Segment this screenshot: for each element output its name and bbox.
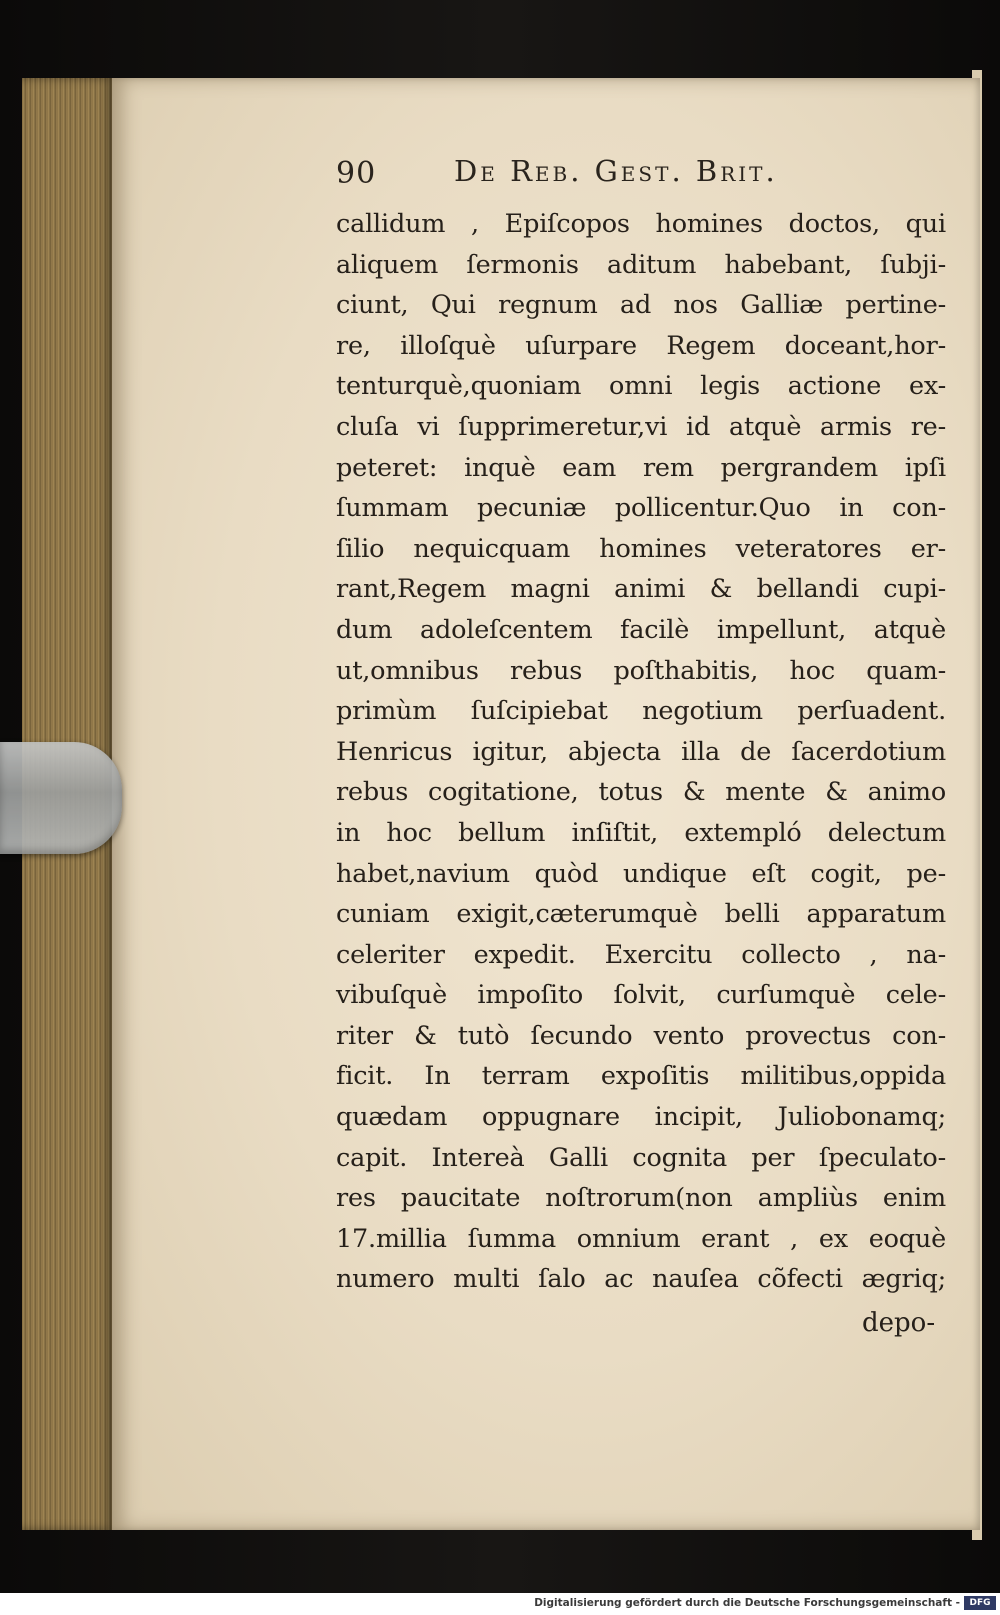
text-line: cluſa vi ſupprimeretur,vi id atquè armis re- xyxy=(336,411,946,442)
text-line: dum adoleſcentem facilè impellunt, atquè xyxy=(336,614,946,645)
text-line: numero multi ſalo ac nauſea cõfecti ægriq; xyxy=(336,1264,946,1295)
text-line: ſilio nequicquam homines veteratores er- xyxy=(336,533,946,564)
text-line: ciunt, Qui regnum ad nos Galliæ pertine- xyxy=(336,290,946,321)
text-line: capit. Intereà Galli cognita per ſpeculato- xyxy=(336,1142,946,1173)
text-line: callidum , Epiſcopos homines doctos, qui xyxy=(336,209,946,239)
text-line: vibuſquè impoſito ſolvit, curſumquè cele- xyxy=(336,980,946,1011)
text-line: cuniam exigit,cæterumquè belli apparatum xyxy=(336,899,946,930)
catchword: depo- xyxy=(862,1308,936,1338)
text-line: aliquem ſermonis aditum habebant, ſubji- xyxy=(336,249,946,280)
text-line: tenturquè,quoniam omni legis actione ex- xyxy=(336,371,946,402)
text-line: quædam oppugnare incipit, Juliobonamq; xyxy=(336,1102,946,1133)
text-line: primùm ſuſcipiebat negotium perſuadent. xyxy=(336,696,946,727)
text-line: ut,omnibus rebus poſthabitis, hoc quam- xyxy=(336,655,946,686)
text-line: rebus cogitatione, totus & mente & animo xyxy=(336,777,946,808)
running-head: De Reb. Gest. Brit. xyxy=(454,154,778,188)
dfg-logo: DFG xyxy=(964,1596,996,1610)
text-line: celeriter expedit. Exercitu collecto , na- xyxy=(336,939,946,970)
text-line: 17.millia ſumma omnium erant , ex eoquè xyxy=(336,1223,946,1254)
text-line: habet,navium quòd undique eſt cogit, pe- xyxy=(336,858,946,889)
text-line: in hoc bellum inſiſtit, extempló delectum xyxy=(336,817,946,848)
text-line: re, illoſquè uſurpare Regem doceant,hor- xyxy=(336,330,946,361)
text-line: rant,Regem magni animi & bellandi cupi- xyxy=(336,574,946,605)
text-line: riter & tutò ſecundo vento provectus con- xyxy=(336,1020,946,1051)
body-text xyxy=(336,204,954,1300)
funding-credit: Digitalisierung gefördert durch die Deutsche Forschungsgemeinschaft - xyxy=(534,1597,960,1609)
text-line: peteret: inquè eam rem pergrandem ipſi xyxy=(336,452,946,483)
page-header xyxy=(336,150,866,194)
text-line: ſummam pecuniæ pollicentur.Quo in con- xyxy=(336,493,946,524)
text-line: Henricus igitur, abjecta illa de ſacerdotium xyxy=(336,736,946,767)
text-line: res paucitate noſtrorum(non ampliùs enim xyxy=(336,1183,946,1214)
page-clip xyxy=(0,742,122,854)
text-line: ficit. In terram expoſitis militibus,oppida xyxy=(336,1061,946,1092)
footer-bar xyxy=(0,1593,1000,1615)
page-number: 90 xyxy=(336,156,377,191)
